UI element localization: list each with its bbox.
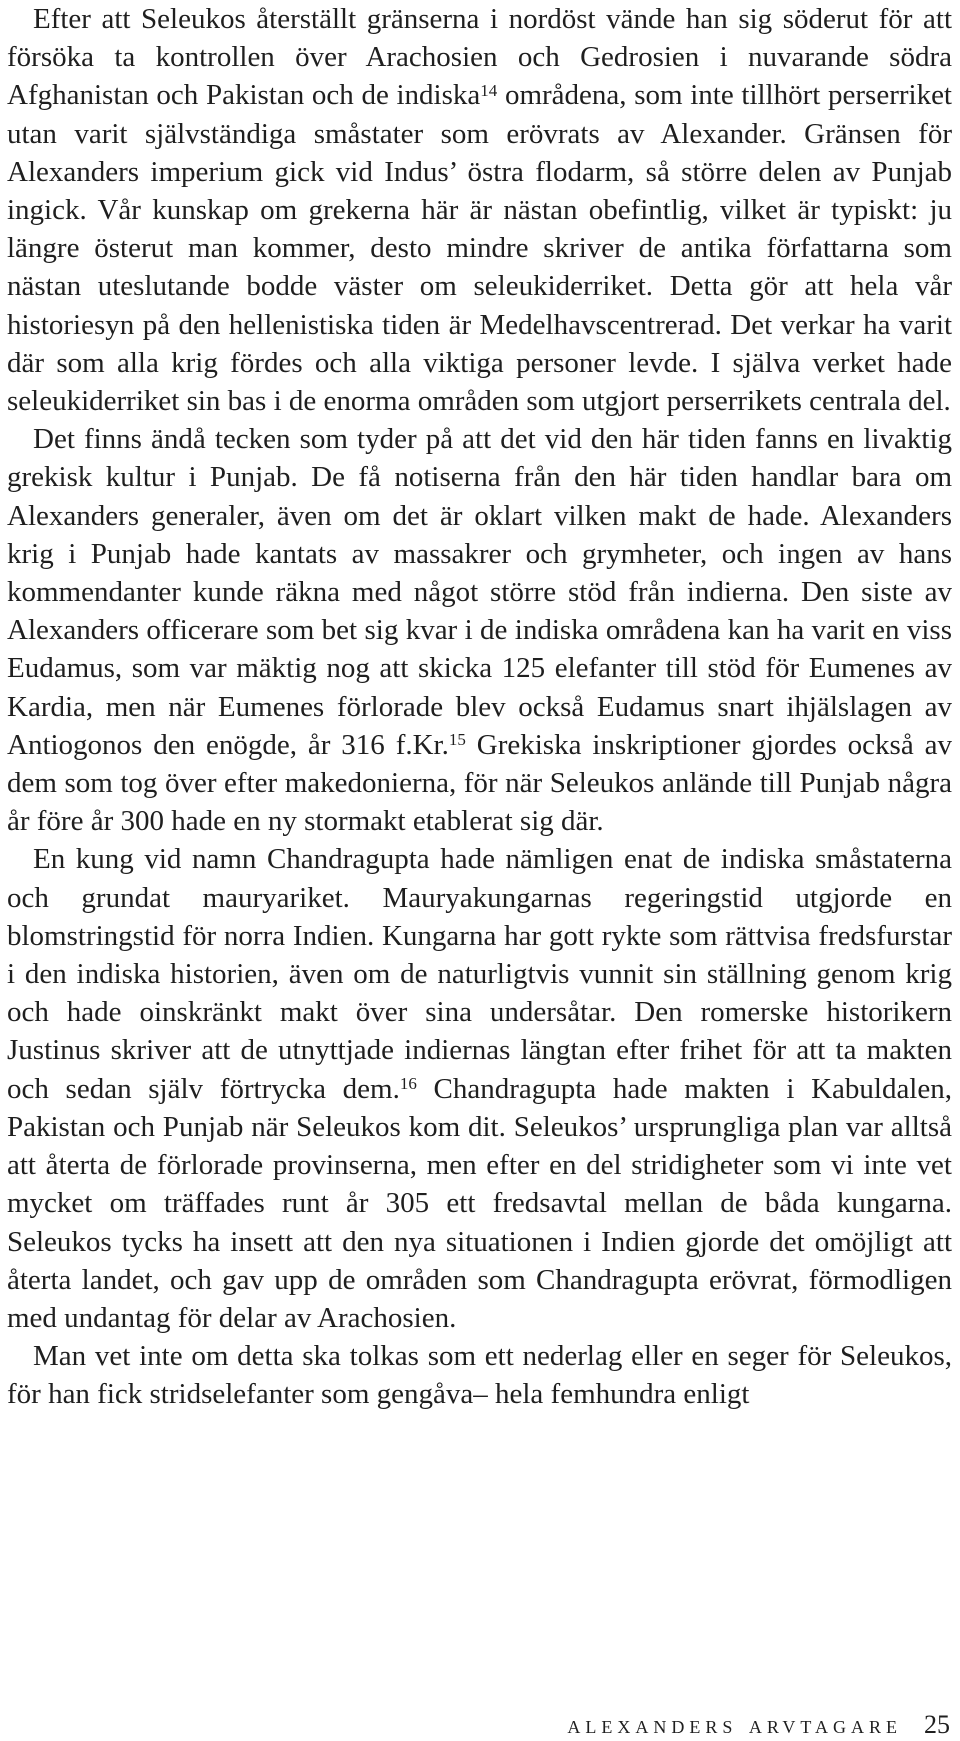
paragraph-3 — [7, 840, 952, 1337]
paragraph-2 — [7, 420, 952, 840]
paragraph-text: En kung vid namn Chandragupta hade nämligen enat de indiska småstaterna och grundat mauryariket. Mauryakungarnas regeringstid utgjorde en blomstringstid för norra Indien. Kungarna har gott rykte som rättvisa fredsfurstar i den indiska historien, även om de naturligtvis vunnit sin ställning genom krig och hade oinskränkt makt över sina undersåtar. Den romerske historikern Justinus skriver att de utnyttjade indiernas längtan efter frihet för att ta makten och sedan själv förtrycka dem. — [7, 843, 952, 1105]
page-footer — [567, 1710, 950, 1740]
paragraph-text: Chandragupta hade makten i Kabuldalen, Pakistan och Punjab när Seleukos kom dit. Seleukos’ ursprungliga plan var alltså att återta de förlorade provinserna, men efter en del stridigheter som vi inte vet mycket om träffades runt år 305 ett fredsavtal mellan de båda kungarna. Seleukos tycks ha insett att den nya situationen i Indien gjorde det omöjligt att återta landet, och gav upp de områden som Chandragupta erövrat, förmodligen med undantag för delar av Arachosien. — [7, 1072, 952, 1334]
paragraph-text: Efter att Seleukos återställt gränserna i nordöst vände han sig söderut för att försöka ta kontrollen över Arachosien och Gedrosien i nuvarande södra Afghanistan och Pakistan och de indiska — [7, 3, 952, 112]
footnote-marker-16[interactable]: 16 — [399, 1074, 417, 1094]
paragraph-text: Man vet inte om detta ska tolkas som ett nederlag eller en seger för Seleukos, för han fick stridselefanter som gengåva– hela femhundra enligt — [7, 1340, 952, 1411]
page-number: 25 — [924, 1710, 950, 1739]
paragraph-text: Grekiska inskriptioner gjordes också av dem som tog över efter makedonierna, för när Seleukos anlände till Punjab några år före år 300 hade en ny stormakt etablerat sig där. — [7, 728, 952, 838]
footnote-marker-14[interactable]: 14 — [480, 80, 498, 100]
paragraph-4 — [7, 1337, 952, 1413]
running-head: alexanders arvtagare — [567, 1710, 902, 1739]
paragraph-text: områdena, som inte tillhört perserriket utan varit självständiga småstater som erövrats av Alexander. Gränsen för Alexanders imperium gick vid Indus’ östra flodarm, så större delen av Punjab ingick. Vår kunskap om grekerna här är nästan obefintlig, vilket är typiskt: ju längre österut man kommer, desto mindre skriver de antika författarna som nästan uteslutande bodde väster om seleukiderriket. Detta gör att hela vår historiesyn på den hellenistiska tiden är Medelhavscentrerad. Det verkar ha varit där som alla krig fördes och alla viktiga personer levde. I själva verket hade seleukiderriket sin bas i de enorma områden som utgjort perserrikets centrala del. — [7, 79, 952, 418]
paragraph-1 — [7, 0, 952, 420]
document-page — [7, 0, 952, 1414]
footnote-marker-15[interactable]: 15 — [448, 730, 466, 750]
paragraph-text: Det finns ändå tecken som tyder på att det vid den här tiden fanns en livaktig grekisk kultur i Punjab. De få notiserna från den här tiden handlar bara om Alexanders generaler, även om det är oklart vilken makt de hade. Alexanders krig i Punjab hade kantats av massakrer och grymheter, och ingen av hans kommendanter kunde räkna med något större stöd från indierna. Den siste av Alexanders officerare som bet sig kvar i de indiska områdena kan ha varit en viss Eudamus, som var mäktig nog att skicka 125 elefanter till stöd för Eumenes av Kardia, men när Eumenes förlorade blev också Eudamus snart ihjälslagen av Antiogonos den enögde, år 316 f.Kr. — [7, 423, 952, 761]
